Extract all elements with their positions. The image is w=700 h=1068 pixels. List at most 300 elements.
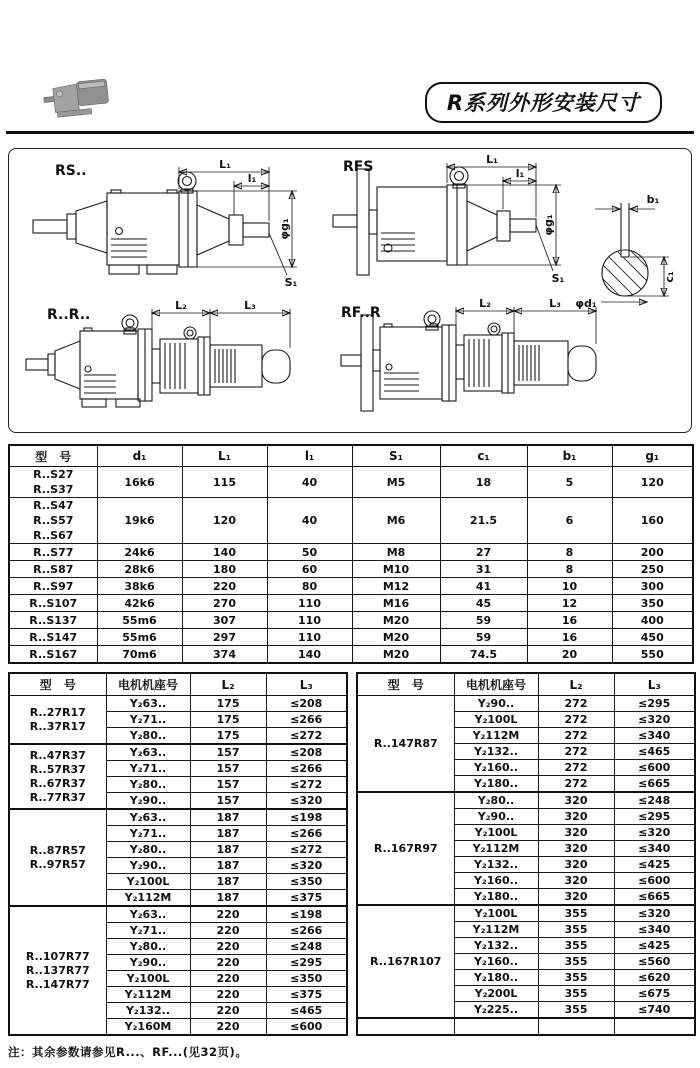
model-label: R..S67 [33, 529, 74, 542]
value-cell: 20 [527, 646, 612, 664]
table-row [9, 578, 693, 595]
value-cell: Y₂112M [454, 922, 538, 938]
column-header: b₁ [527, 445, 612, 467]
value-cell: 110 [267, 629, 352, 646]
value-cell: 320 [538, 857, 614, 873]
value-cell: 355 [538, 905, 614, 922]
value-cell: 110 [267, 612, 352, 629]
model-label: R..77R37 [29, 790, 86, 804]
value-cell: ≤295 [266, 955, 347, 971]
value-cell: 355 [538, 954, 614, 970]
value-cell: 120 [612, 467, 693, 498]
model-cell [9, 578, 97, 595]
value-cell: 300 [612, 578, 693, 595]
model-cell [9, 629, 97, 646]
value-cell: 307 [182, 612, 267, 629]
value-cell: Y₂63.. [106, 906, 190, 923]
diagram-label-rfs: RFS [343, 159, 374, 175]
table-row [357, 696, 695, 712]
table-row [9, 467, 693, 498]
value-cell: ≤208 [266, 744, 347, 761]
value-cell: 450 [612, 629, 693, 646]
value-cell: 175 [190, 728, 266, 745]
value-cell: Y₂90.. [454, 696, 538, 712]
value-cell: 220 [190, 971, 266, 987]
value-cell: 320 [538, 889, 614, 906]
table-header-row [9, 673, 347, 696]
value-cell: Y₂100L [454, 825, 538, 841]
value-cell: ≤266 [266, 826, 347, 842]
value-cell: Y₂180.. [454, 889, 538, 906]
model-label: R..S47 [33, 499, 74, 512]
value-cell: 80 [267, 578, 352, 595]
column-header: S₁ [352, 445, 440, 467]
dim-L3-label: L₃ [244, 299, 256, 312]
table-row [9, 612, 693, 629]
value-cell: 400 [612, 612, 693, 629]
value-cell: Y₂132.. [454, 938, 538, 954]
model-label: R..147R87 [373, 736, 438, 750]
value-cell: ≤340 [614, 922, 695, 938]
model-label: R..167R97 [373, 841, 438, 855]
dim-L2-label: L₂ [479, 297, 491, 310]
value-cell: ≤320 [266, 793, 347, 810]
value-cell: Y₂90.. [106, 793, 190, 810]
value-cell: ≤198 [266, 809, 347, 826]
model-label: R..S27 [33, 468, 74, 481]
value-cell: 270 [182, 595, 267, 612]
value-cell: M20 [352, 646, 440, 664]
page-header [0, 66, 700, 130]
value-cell: ≤600 [614, 873, 695, 889]
value-cell: ≤248 [614, 792, 695, 809]
value-cell: M6 [352, 498, 440, 544]
value-cell: Y₂180.. [454, 776, 538, 793]
value-cell: ≤620 [614, 970, 695, 986]
value-cell: Y₂180.. [454, 970, 538, 986]
value-cell: 220 [190, 1003, 266, 1019]
model-cell [9, 498, 97, 544]
column-header: L₁ [182, 445, 267, 467]
value-cell: 355 [538, 1002, 614, 1019]
table-row [9, 629, 693, 646]
value-cell: 55m6 [97, 629, 182, 646]
value-cell: 180 [182, 561, 267, 578]
value-cell: 8 [527, 561, 612, 578]
value-cell: 550 [612, 646, 693, 664]
value-cell: 355 [538, 986, 614, 1002]
model-label: R..67R37 [29, 776, 86, 790]
diagram-label-rs: RS.. [55, 163, 87, 179]
value-cell: 45 [440, 595, 527, 612]
value-cell: 8 [527, 544, 612, 561]
value-cell: M10 [352, 561, 440, 578]
value-cell: 16 [527, 629, 612, 646]
value-cell: 18 [440, 467, 527, 498]
dim-S1-label: S₁ [551, 272, 565, 285]
value-cell: 59 [440, 612, 527, 629]
table-row [9, 809, 347, 826]
dimensions-table [8, 444, 694, 664]
value-cell: 320 [538, 809, 614, 825]
table-row [357, 1018, 695, 1035]
value-cell: ≤272 [266, 777, 347, 793]
value-cell: 27 [440, 544, 527, 561]
value-cell: Y₂71.. [106, 712, 190, 728]
value-cell: ≤198 [266, 906, 347, 923]
table-row [9, 561, 693, 578]
value-cell: 320 [538, 792, 614, 809]
table-row [9, 744, 347, 761]
value-cell: ≤320 [614, 825, 695, 841]
value-cell: 59 [440, 629, 527, 646]
model-cell [9, 646, 97, 664]
model-label: R..167R107 [370, 954, 442, 968]
value-cell: Y₂63.. [106, 809, 190, 826]
table-row [9, 498, 693, 544]
value-cell: 175 [190, 696, 266, 712]
value-cell: Y₂71.. [106, 923, 190, 939]
value-cell: 70m6 [97, 646, 182, 664]
value-cell: ≤675 [614, 986, 695, 1002]
value-cell: Y₂112M [454, 841, 538, 857]
model-label: R..S57 [33, 514, 74, 527]
value-cell: 157 [190, 793, 266, 810]
value-cell: ≤600 [614, 760, 695, 776]
column-header: 型 号 [357, 673, 454, 696]
value-cell: ≤350 [266, 874, 347, 890]
value-cell: 220 [190, 955, 266, 971]
table-row [9, 544, 693, 561]
model-label: R..S137 [29, 613, 78, 627]
model-label: R..87R57 [29, 843, 86, 857]
column-header: L₂ [190, 673, 266, 696]
value-cell: M12 [352, 578, 440, 595]
value-cell: 55m6 [97, 612, 182, 629]
rr-diagram [24, 297, 334, 425]
model-label: R..S37 [33, 483, 74, 496]
value-cell: Y₂63.. [106, 696, 190, 712]
value-cell: ≤350 [266, 971, 347, 987]
motor-tables [8, 672, 692, 1036]
model-label: R..47R37 [29, 748, 86, 762]
value-cell: 110 [267, 595, 352, 612]
value-cell: 160 [612, 498, 693, 544]
value-cell: 187 [190, 874, 266, 890]
value-cell: 187 [190, 826, 266, 842]
value-cell: 40 [267, 467, 352, 498]
model-cell [357, 696, 454, 793]
column-header: c₁ [440, 445, 527, 467]
value-cell: Y₂112M [454, 728, 538, 744]
dim-L1-label: L₁ [219, 158, 231, 171]
page-title: R系列外形安装尺寸 [425, 82, 662, 123]
table-row [357, 792, 695, 809]
value-cell: ≤425 [614, 857, 695, 873]
table-row [9, 595, 693, 612]
model-cell [357, 792, 454, 905]
value-cell: 355 [538, 938, 614, 954]
column-header: L₃ [614, 673, 695, 696]
value-cell: 115 [182, 467, 267, 498]
diagram-panel [8, 148, 692, 433]
model-label: R..S167 [29, 647, 78, 661]
value-cell: M16 [352, 595, 440, 612]
value-cell: Y₂100L [106, 874, 190, 890]
table-header-row [9, 445, 693, 467]
column-header: 型 号 [9, 673, 106, 696]
model-cell [357, 905, 454, 1018]
value-cell: M8 [352, 544, 440, 561]
model-cell [9, 467, 97, 498]
value-cell: 220 [190, 1019, 266, 1036]
value-cell: ≤665 [614, 776, 695, 793]
value-cell: 187 [190, 809, 266, 826]
value-cell: 297 [182, 629, 267, 646]
value-cell [538, 1018, 614, 1035]
model-cell [9, 612, 97, 629]
value-cell: ≤266 [266, 923, 347, 939]
value-cell: 220 [182, 578, 267, 595]
value-cell: Y₂80.. [106, 939, 190, 955]
dim-l1-label: l₁ [515, 167, 525, 180]
value-cell: ≤320 [614, 712, 695, 728]
model-label: R..S97 [33, 579, 74, 593]
value-cell: 19k6 [97, 498, 182, 544]
value-cell: 355 [538, 970, 614, 986]
value-cell: 60 [267, 561, 352, 578]
dim-S1-label: S₁ [284, 276, 298, 289]
value-cell: 187 [190, 858, 266, 874]
value-cell: 24k6 [97, 544, 182, 561]
value-cell: 272 [538, 760, 614, 776]
value-cell: ≤465 [266, 1003, 347, 1019]
value-cell: Y₂100L [454, 712, 538, 728]
value-cell: ≤295 [614, 696, 695, 712]
value-cell: Y₂80.. [454, 792, 538, 809]
value-cell: Y₂63.. [106, 744, 190, 761]
value-cell: 200 [612, 544, 693, 561]
value-cell: 272 [538, 776, 614, 793]
table-row [9, 906, 347, 923]
value-cell: ≤425 [614, 938, 695, 954]
table-row [357, 905, 695, 922]
value-cell: Y₂80.. [106, 777, 190, 793]
model-label: R..57R37 [29, 762, 86, 776]
value-cell: 140 [267, 646, 352, 664]
value-cell: 28k6 [97, 561, 182, 578]
footnote: 注：其余参数请参见R...、RF...(见32页)。 [8, 1045, 248, 1059]
rfs-diagram [331, 153, 576, 293]
value-cell: 10 [527, 578, 612, 595]
value-cell: Y₂160.. [454, 954, 538, 970]
value-cell: ≤272 [266, 728, 347, 745]
dim-l1-label: l₁ [247, 172, 257, 185]
dim-b1-label: b₁ [646, 193, 660, 206]
value-cell: 320 [538, 841, 614, 857]
value-cell: ≤320 [266, 858, 347, 874]
value-cell: 16 [527, 612, 612, 629]
value-cell: 220 [190, 939, 266, 955]
model-cell [9, 809, 106, 906]
rs-diagram [29, 155, 319, 293]
value-cell: Y₂200L [454, 986, 538, 1002]
rfr-diagram [339, 295, 669, 425]
value-cell: ≤665 [614, 889, 695, 906]
model-cell [9, 906, 106, 1035]
column-header: L₂ [538, 673, 614, 696]
value-cell: 120 [182, 498, 267, 544]
value-cell: Y₂80.. [106, 728, 190, 745]
value-cell: Y₂112M [106, 987, 190, 1003]
value-cell: Y₂160.. [454, 873, 538, 889]
value-cell: Y₂100L [106, 971, 190, 987]
value-cell: ≤320 [614, 905, 695, 922]
column-header: g₁ [612, 445, 693, 467]
value-cell: ≤340 [614, 841, 695, 857]
column-header: d₁ [97, 445, 182, 467]
value-cell: 272 [538, 744, 614, 760]
model-cell [9, 561, 97, 578]
value-cell: 220 [190, 923, 266, 939]
model-label: R..S87 [33, 562, 74, 576]
column-header: 型 号 [9, 445, 97, 467]
column-header: L₃ [266, 673, 347, 696]
value-cell: Y₂90.. [106, 858, 190, 874]
value-cell: Y₂160M [106, 1019, 190, 1036]
value-cell: ≤740 [614, 1002, 695, 1019]
dim-g1-label: φg₁ [278, 218, 291, 240]
value-cell: 21.5 [440, 498, 527, 544]
value-cell: Y₂71.. [106, 761, 190, 777]
value-cell: ≤375 [266, 987, 347, 1003]
value-cell: 6 [527, 498, 612, 544]
model-cell [357, 1018, 454, 1035]
model-cell [9, 744, 106, 809]
value-cell: 220 [190, 906, 266, 923]
column-header: 电机机座号 [454, 673, 538, 696]
value-cell: ≤266 [266, 712, 347, 728]
value-cell: 42k6 [97, 595, 182, 612]
model-label: R..S147 [29, 630, 78, 644]
value-cell: 187 [190, 890, 266, 907]
value-cell: M20 [352, 629, 440, 646]
value-cell: Y₂90.. [454, 809, 538, 825]
value-cell: Y₂225.. [454, 1002, 538, 1019]
value-cell: Y₂80.. [106, 842, 190, 858]
dim-L1-label: L₁ [486, 153, 498, 166]
model-label: R..27R17 [29, 705, 86, 719]
dim-d1-label: φd₁ [575, 297, 597, 310]
value-cell: Y₂132.. [454, 857, 538, 873]
value-cell: 12 [527, 595, 612, 612]
value-cell: 374 [182, 646, 267, 664]
value-cell: 187 [190, 842, 266, 858]
value-cell: M5 [352, 467, 440, 498]
model-cell [9, 696, 106, 745]
motor-table-right [356, 672, 696, 1036]
value-cell: ≤295 [614, 809, 695, 825]
value-cell: 74.5 [440, 646, 527, 664]
model-label: R..137R77 [25, 963, 90, 977]
value-cell: 41 [440, 578, 527, 595]
value-cell: 50 [267, 544, 352, 561]
value-cell: Y₂132.. [106, 1003, 190, 1019]
value-cell: ≤375 [266, 890, 347, 907]
model-label: R..147R77 [25, 977, 90, 991]
table-header-row [357, 673, 695, 696]
value-cell: 350 [612, 595, 693, 612]
value-cell: ≤272 [266, 842, 347, 858]
column-header: l₁ [267, 445, 352, 467]
value-cell: 250 [612, 561, 693, 578]
model-label: R..107R77 [25, 949, 90, 963]
value-cell: ≤208 [266, 696, 347, 712]
value-cell: 320 [538, 873, 614, 889]
column-header: 电机机座号 [106, 673, 190, 696]
value-cell: 320 [538, 825, 614, 841]
model-label: R..S107 [29, 596, 78, 610]
motor-table-left [8, 672, 348, 1036]
value-cell: Y₂90.. [106, 955, 190, 971]
value-cell: 157 [190, 744, 266, 761]
value-cell: ≤248 [266, 939, 347, 955]
value-cell: 140 [182, 544, 267, 561]
value-cell: 16k6 [97, 467, 182, 498]
value-cell: Y₂100L [454, 905, 538, 922]
dim-L2-label: L₂ [175, 299, 187, 312]
value-cell: 157 [190, 761, 266, 777]
value-cell: ≤266 [266, 761, 347, 777]
value-cell: ≤465 [614, 744, 695, 760]
value-cell: 157 [190, 777, 266, 793]
value-cell: Y₂112M [106, 890, 190, 907]
value-cell: 272 [538, 728, 614, 744]
value-cell: 5 [527, 467, 612, 498]
model-label: R..97R57 [29, 857, 86, 871]
table-row [9, 696, 347, 712]
value-cell [614, 1018, 695, 1035]
value-cell: ≤600 [266, 1019, 347, 1036]
value-cell: Y₂160.. [454, 760, 538, 776]
content [8, 148, 692, 1060]
value-cell [454, 1018, 538, 1035]
value-cell: 220 [190, 987, 266, 1003]
value-cell: ≤560 [614, 954, 695, 970]
model-cell [9, 544, 97, 561]
dim-g1-label: φg₁ [542, 214, 555, 236]
value-cell: 40 [267, 498, 352, 544]
value-cell: Y₂132.. [454, 744, 538, 760]
diagram-label-rfr: RF..R [341, 305, 381, 321]
diagram-label-rr: R..R.. [47, 307, 91, 323]
model-label: R..S77 [33, 545, 74, 559]
value-cell: 355 [538, 922, 614, 938]
value-cell: 175 [190, 712, 266, 728]
header-divider [6, 131, 694, 134]
model-label: R..37R17 [29, 719, 86, 733]
value-cell: 31 [440, 561, 527, 578]
model-cell [9, 595, 97, 612]
value-cell: 272 [538, 696, 614, 712]
value-cell: M20 [352, 612, 440, 629]
gear-motor-photo [38, 68, 118, 126]
dim-c1-label: c₁ [663, 271, 676, 283]
value-cell: 272 [538, 712, 614, 728]
value-cell: 38k6 [97, 578, 182, 595]
dim-L3-label: L₃ [549, 297, 561, 310]
value-cell: ≤340 [614, 728, 695, 744]
